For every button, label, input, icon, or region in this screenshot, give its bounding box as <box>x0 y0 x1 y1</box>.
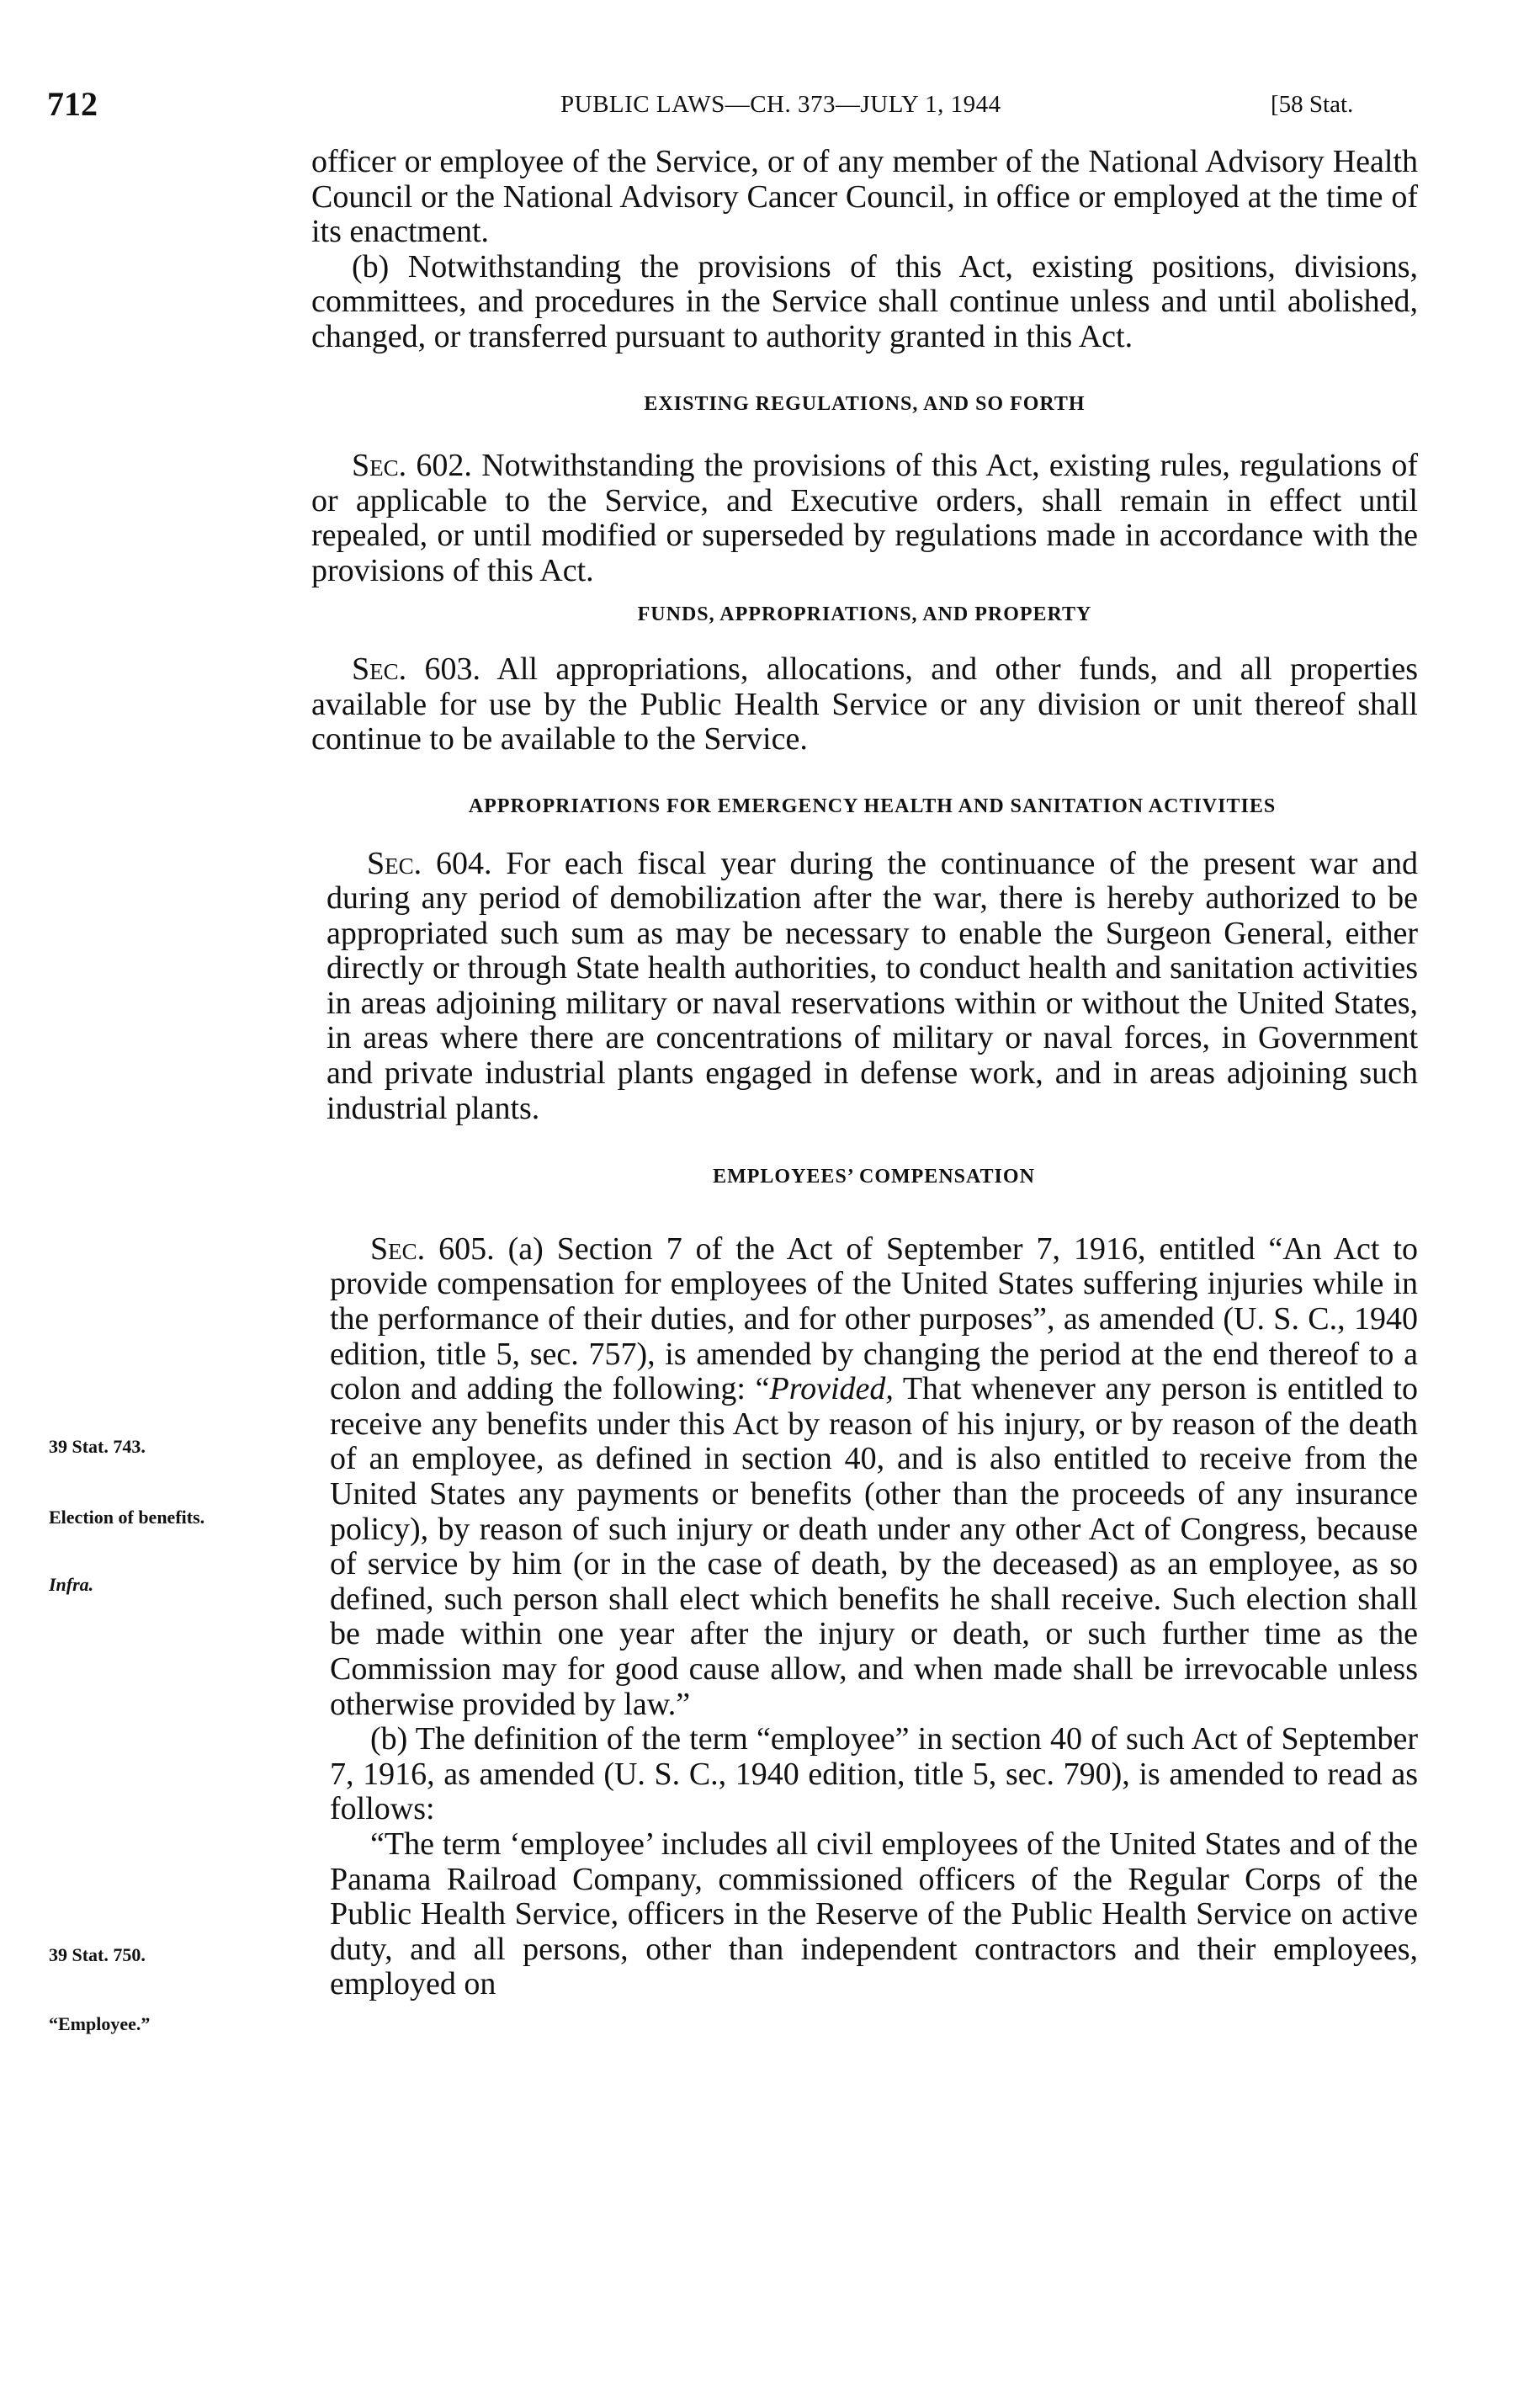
section-label: Sec. 602. <box>352 448 472 484</box>
section-text: That whenever any person is entitled to receive any benefits under this Act by reason of his injury, or by reason of the death of an employee, as defined in section 40, and is also entitled to receive from the United States any payments or benefits (other than the proceeds of any insurance policy), by reason of such injury or death under any other Act of Congress, because of service by him (or in the case of death, by the deceased) as an employee, as so defined, such person shall elect which benefits he shall receive. Such election shall be made within one year after the injury or death, or such further time as the Commission may for good cause allow, and when made shall be irrevocable unless otherwise provided by law.” <box>330 1371 1418 1722</box>
section-text: Notwithstanding the provisions of this Act, existing rules, regulations of or applicable to the Service, and Executive orders, shall remain in effect until repealed, or until modified or superseded by regulations made in accordance with the provisions of this Act. <box>311 448 1418 588</box>
paragraph-b: (b) Notwithstanding the provisions of this Act, existing positions, divisions, committees, and procedures in the Service shall continue unless and until abolished, changed, or transferred pursuant to authority granted in this Act. <box>311 248 1418 354</box>
section-heading: EXISTING REGULATIONS, AND SO FORTH <box>644 392 1086 415</box>
page-header <box>0 84 1513 135</box>
paragraph-continuation: officer or employee of the Service, or of any member of the National Advisory Health Council or the National Advisory Cancer Council, in office or employed at the time of its enactment. <box>311 144 1418 250</box>
section-label: Sec. 604. <box>367 845 492 881</box>
section-605-b: (b) The definition of the term “employee” in section 40 of such Act of September 7, 1916, as amended (U. S. C., 1940 edition, title 5, sec. 790), is amended to read as follows: <box>330 1721 1418 1827</box>
running-head: PUBLIC LAWS—CH. 373—JULY 1, 1944 <box>560 91 1001 118</box>
section-label: Sec. 605. <box>370 1231 495 1267</box>
statute-body <box>311 145 1418 2002</box>
section-heading: APPROPRIATIONS FOR EMERGENCY HEALTH AND SANITATION ACTIVITIES <box>468 795 1277 817</box>
section-605-definition: “The term ‘employee’ includes all civil employees of the United States and of the Panama Railroad Company, commissioned officers of the Regular Corps of the Public Health Service, officers in the Reserve of the Public Health Service on active duty, and all persons, other than independent contractors and their employees, employed on <box>330 1826 1418 2002</box>
margin-note-39-stat-743: 39 Stat. 743. <box>49 1436 146 1457</box>
section-603 <box>311 652 1418 757</box>
section-label: Sec. 603. <box>352 651 481 688</box>
margin-note-election-of-benefits: Election of benefits. <box>49 1507 205 1528</box>
margin-note-39-stat-750: 39 Stat. 750. <box>49 1944 146 1965</box>
section-heading: FUNDS, APPROPRIATIONS, AND PROPERTY <box>637 603 1092 625</box>
page-number: 712 <box>47 85 98 123</box>
margin-note-infra: Infra. <box>49 1574 94 1595</box>
italic-provided: Provided, <box>769 1371 894 1407</box>
stat-reference: [58 Stat. <box>1271 91 1354 118</box>
margin-note-employee: “Employee.” <box>49 2013 151 2034</box>
section-604 <box>326 847 1418 1127</box>
section-605-a <box>330 1232 1418 1722</box>
section-text: For each fiscal year during the continuance of the present war and during any period of demobilization after the war, there is hereby authorized to be appropriated such sum as may be necessary to enable the Surgeon General, either directly or through State health authorities, to conduct health and sanitation activities in areas adjoining military or naval reservations within or without the United States, in areas where there are concentrations of military or naval forces, in Government and private industrial plants engaged in defense work, and in areas adjoining such industrial plants. <box>326 845 1419 1126</box>
section-text: (a) Section 7 of the Act of September 7, 1916, entitled “An Act to provide compensation for employees of the United States suffering injuries while in the performance of their duties, and for other purposes”, as amended (U. S. C., 1940 edition, title 5, sec. 757), is amended by changing the period at the end thereof to a colon and adding the following: “ <box>330 1231 1419 1407</box>
section-602 <box>311 449 1418 588</box>
section-heading: EMPLOYEES’ COMPENSATION <box>713 1166 1035 1188</box>
section-text: All appropriations, allocations, and other funds, and all properties available for use by the Public Health Service or any division or unit thereof shall continue to be available to the Service. <box>311 651 1419 757</box>
